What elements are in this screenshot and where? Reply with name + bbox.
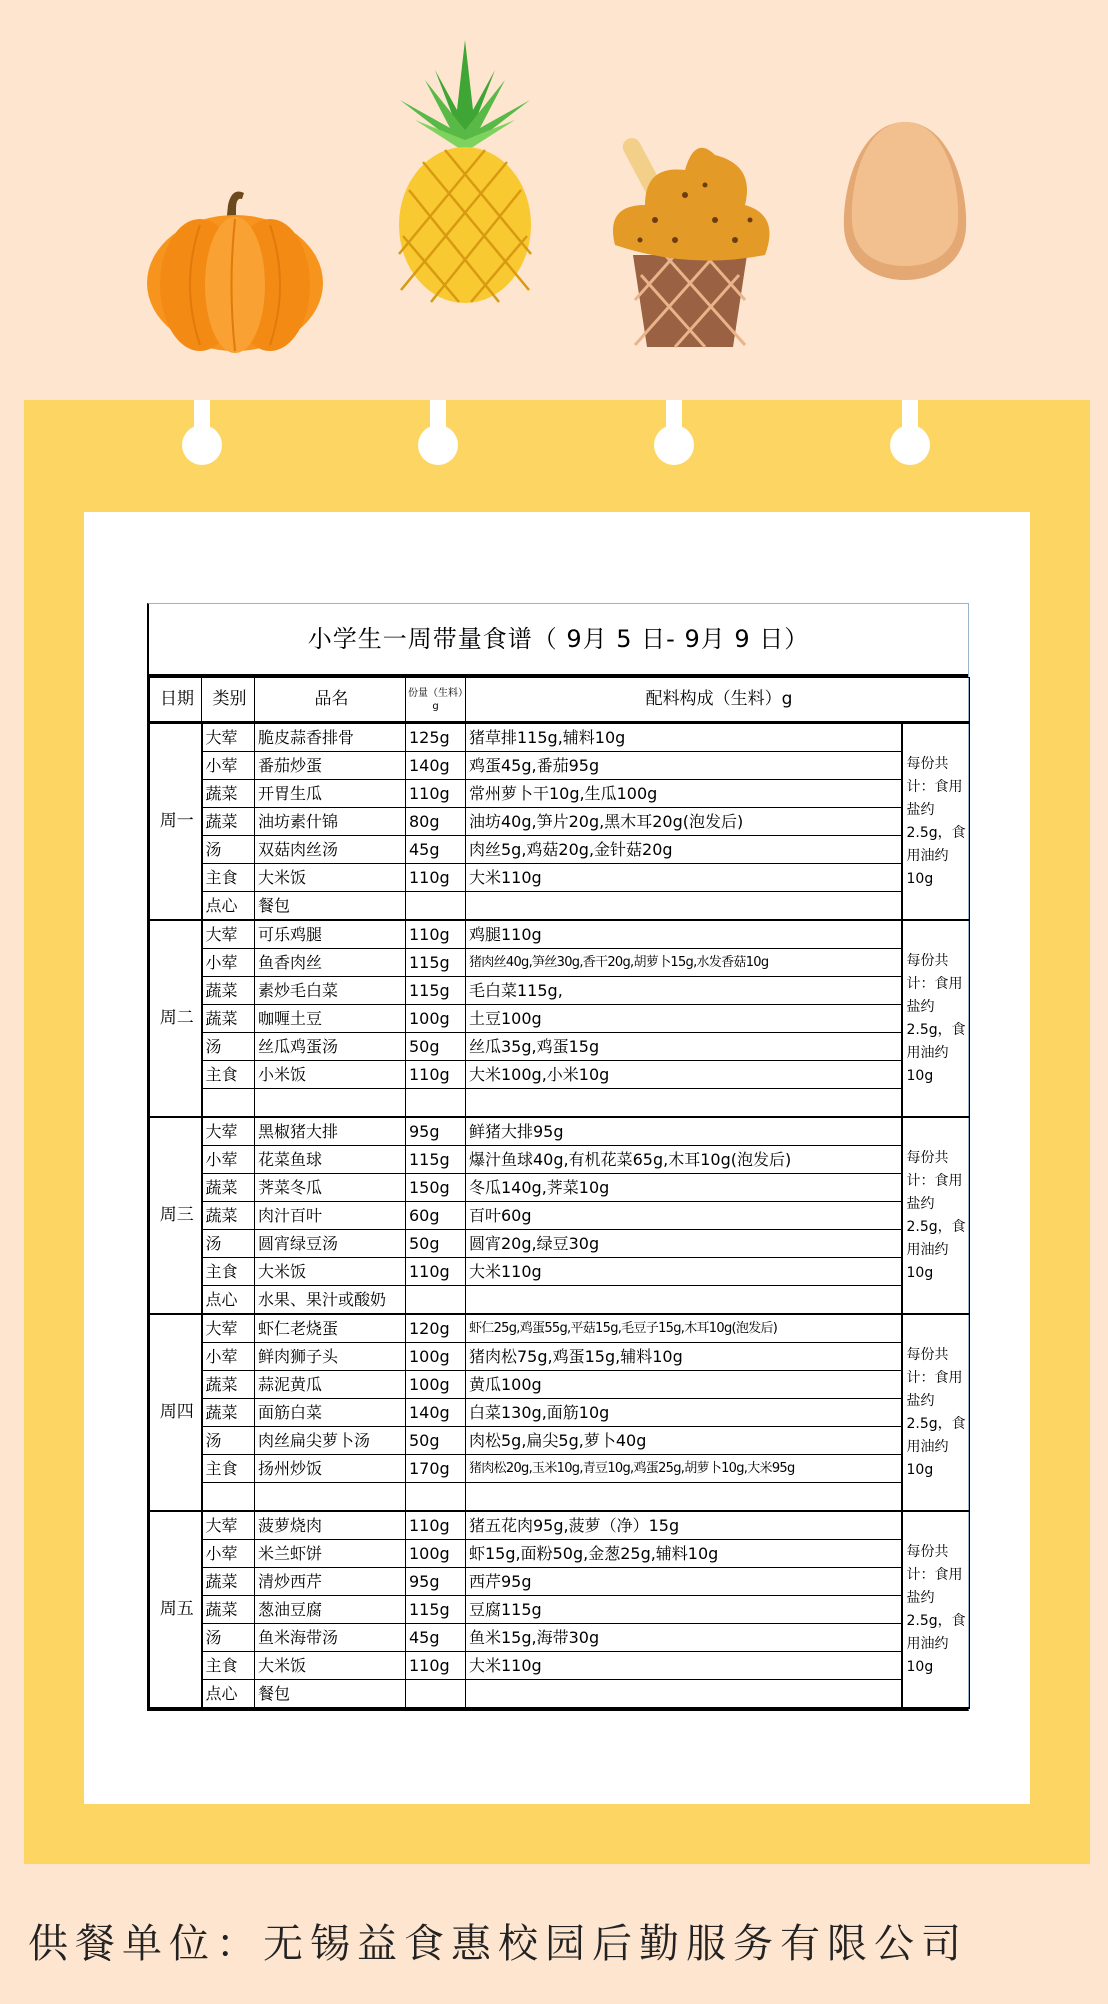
nutrition-note: 每份共计：食用盐约2.5g，食用油约10g <box>902 723 970 921</box>
quantity-cell: 110g <box>406 780 466 808</box>
quantity-cell: 50g <box>406 1427 466 1455</box>
ingredients-cell <box>466 892 902 921</box>
menu-row <box>150 1033 970 1061</box>
dish-cell: 面筋白菜 <box>255 1399 406 1427</box>
menu-title: 小学生一周带量食谱（ 9月 5 日- 9月 9 日） <box>149 604 968 677</box>
category-cell <box>202 1089 255 1118</box>
ingredients-cell: 虾15g,面粉50g,金葱25g,辅料10g <box>466 1540 902 1568</box>
dish-cell: 番茄炒蛋 <box>255 752 406 780</box>
dish-cell: 圆宵绿豆汤 <box>255 1230 406 1258</box>
menu-row <box>150 892 970 921</box>
quantity-cell: 120g <box>406 1314 466 1343</box>
quantity-cell: 110g <box>406 864 466 892</box>
quantity-cell: 110g <box>406 920 466 949</box>
header-date: 日期 <box>150 678 202 723</box>
nutrition-note: 每份共计：食用盐约2.5g，食用油约10g <box>902 1314 970 1511</box>
nutrition-note: 每份共计：食用盐约2.5g，食用油约10g <box>902 1117 970 1314</box>
quantity-cell: 125g <box>406 723 466 752</box>
ingredients-cell: 毛白菜115g, <box>466 977 902 1005</box>
quantity-cell: 140g <box>406 1399 466 1427</box>
category-cell: 蔬菜 <box>202 1596 255 1624</box>
menu-row <box>150 1680 970 1709</box>
dish-cell: 鲜肉狮子头 <box>255 1343 406 1371</box>
menu-row <box>150 1343 970 1371</box>
header-dish: 品名 <box>255 678 406 723</box>
menu-row <box>150 864 970 892</box>
dish-cell: 鱼香肉丝 <box>255 949 406 977</box>
category-cell: 蔬菜 <box>202 780 255 808</box>
ingredients-cell <box>466 1089 902 1118</box>
menu-table <box>149 677 970 1709</box>
ingredients-cell: 百叶60g <box>466 1202 902 1230</box>
dish-cell: 鱼米海带汤 <box>255 1624 406 1652</box>
menu-row <box>150 1061 970 1089</box>
category-cell: 蔬菜 <box>202 1174 255 1202</box>
menu-row <box>150 1624 970 1652</box>
quantity-cell: 150g <box>406 1174 466 1202</box>
dish-cell: 油坊素什锦 <box>255 808 406 836</box>
ingredients-cell <box>466 1483 902 1512</box>
dish-cell: 脆皮蒜香排骨 <box>255 723 406 752</box>
category-cell: 大荤 <box>202 920 255 949</box>
quantity-cell: 115g <box>406 977 466 1005</box>
menu-row <box>150 1089 970 1118</box>
dish-cell: 大米饭 <box>255 1652 406 1680</box>
ingredients-cell: 猪肉丝40g,笋丝30g,香干20g,胡萝卜15g,水发香菇10g <box>466 949 902 977</box>
ingredients-cell: 鲜猪大排95g <box>466 1117 902 1146</box>
quantity-cell: 95g <box>406 1117 466 1146</box>
day-label: 周三 <box>150 1117 202 1314</box>
quantity-cell: 80g <box>406 808 466 836</box>
category-cell: 小荤 <box>202 752 255 780</box>
quantity-cell: 110g <box>406 1061 466 1089</box>
ingredients-cell: 猪草排115g,辅料10g <box>466 723 902 752</box>
dish-cell: 菠萝烧肉 <box>255 1511 406 1540</box>
ingredients-cell: 鱼米15g,海带30g <box>466 1624 902 1652</box>
quantity-cell <box>406 1680 466 1709</box>
menu-row <box>150 1371 970 1399</box>
ingredients-cell: 肉丝5g,鸡菇20g,金针菇20g <box>466 836 902 864</box>
ingredients-cell: 虾仁25g,鸡蛋55g,平菇15g,毛豆子15g,木耳10g(泡发后) <box>466 1314 902 1343</box>
ingredients-cell: 大米110g <box>466 1652 902 1680</box>
dish-cell: 肉丝扁尖萝卜汤 <box>255 1427 406 1455</box>
dish-cell <box>255 1089 406 1118</box>
ingredients-cell: 常州萝卜干10g,生瓜100g <box>466 780 902 808</box>
menu-row <box>150 1258 970 1286</box>
ingredients-cell: 丝瓜35g,鸡蛋15g <box>466 1033 902 1061</box>
quantity-cell <box>406 1089 466 1118</box>
menu-row <box>150 1174 970 1202</box>
dish-cell: 水果、果汁或酸奶 <box>255 1286 406 1315</box>
dish-cell: 双菇肉丝汤 <box>255 836 406 864</box>
dish-cell: 素炒毛白菜 <box>255 977 406 1005</box>
quantity-cell: 50g <box>406 1033 466 1061</box>
dish-cell: 清炒西芹 <box>255 1568 406 1596</box>
quantity-cell: 60g <box>406 1202 466 1230</box>
quantity-cell: 100g <box>406 1540 466 1568</box>
category-cell: 大荤 <box>202 723 255 752</box>
calendar-ring <box>890 425 930 465</box>
quantity-cell: 100g <box>406 1371 466 1399</box>
header-row <box>150 678 970 723</box>
menu-row <box>150 836 970 864</box>
calendar-ring <box>182 425 222 465</box>
ingredients-cell: 大米110g <box>466 864 902 892</box>
dish-cell: 咖喱土豆 <box>255 1005 406 1033</box>
quantity-cell: 100g <box>406 1005 466 1033</box>
menu-row <box>150 977 970 1005</box>
ingredients-cell: 大米100g,小米10g <box>466 1061 902 1089</box>
category-cell: 汤 <box>202 836 255 864</box>
category-cell: 汤 <box>202 1230 255 1258</box>
calendar-ring <box>418 425 458 465</box>
header-quantity: 份量（生料）g <box>406 678 466 723</box>
category-cell <box>202 1483 255 1512</box>
category-cell: 汤 <box>202 1624 255 1652</box>
quantity-cell: 110g <box>406 1258 466 1286</box>
category-cell: 汤 <box>202 1427 255 1455</box>
quantity-cell: 115g <box>406 1596 466 1624</box>
ingredients-cell: 肉松5g,扁尖5g,萝卜40g <box>466 1427 902 1455</box>
pineapple-icon <box>395 40 535 305</box>
category-cell: 主食 <box>202 1652 255 1680</box>
menu-row <box>150 808 970 836</box>
dish-cell: 米兰虾饼 <box>255 1540 406 1568</box>
category-cell: 大荤 <box>202 1117 255 1146</box>
ingredients-cell: 豆腐115g <box>466 1596 902 1624</box>
category-cell: 小荤 <box>202 1540 255 1568</box>
dish-cell: 葱油豆腐 <box>255 1596 406 1624</box>
ingredients-cell: 黄瓜100g <box>466 1371 902 1399</box>
supplier-footer: 供餐单位：无锡益食惠校园后勤服务有限公司 <box>28 1921 968 1967</box>
category-cell: 主食 <box>202 1258 255 1286</box>
dish-cell: 肉汁百叶 <box>255 1202 406 1230</box>
dish-cell: 小米饭 <box>255 1061 406 1089</box>
ingredients-cell <box>466 1680 902 1709</box>
quantity-cell: 45g <box>406 836 466 864</box>
quantity-cell: 50g <box>406 1230 466 1258</box>
quantity-cell: 110g <box>406 1511 466 1540</box>
dish-cell: 开胃生瓜 <box>255 780 406 808</box>
category-cell: 点心 <box>202 1286 255 1315</box>
quantity-cell <box>406 892 466 921</box>
menu-row <box>150 723 970 752</box>
menu-row <box>150 1202 970 1230</box>
menu-row <box>150 1483 970 1512</box>
calendar-ring <box>654 425 694 465</box>
menu-row <box>150 1427 970 1455</box>
day-label: 周一 <box>150 723 202 921</box>
quantity-cell: 140g <box>406 752 466 780</box>
ingredients-cell: 冬瓜140g,荠菜10g <box>466 1174 902 1202</box>
category-cell: 蔬菜 <box>202 1568 255 1596</box>
category-cell: 大荤 <box>202 1511 255 1540</box>
category-cell: 点心 <box>202 1680 255 1709</box>
ingredients-cell: 爆汁鱼球40g,有机花菜65g,木耳10g(泡发后) <box>466 1146 902 1174</box>
quantity-cell: 110g <box>406 1652 466 1680</box>
menu-row <box>150 780 970 808</box>
quantity-cell: 115g <box>406 949 466 977</box>
category-cell: 蔬菜 <box>202 808 255 836</box>
day-label: 周二 <box>150 920 202 1117</box>
header-category: 类别 <box>202 678 255 723</box>
quantity-cell: 115g <box>406 1146 466 1174</box>
menu-row <box>150 1455 970 1483</box>
menu-row <box>150 1146 970 1174</box>
category-cell: 主食 <box>202 1455 255 1483</box>
quantity-cell: 170g <box>406 1455 466 1483</box>
dish-cell: 大米饭 <box>255 864 406 892</box>
ingredients-cell: 油坊40g,笋片20g,黑木耳20g(泡发后) <box>466 808 902 836</box>
ingredients-cell: 白菜130g,面筋10g <box>466 1399 902 1427</box>
menu-row <box>150 1596 970 1624</box>
menu-row <box>150 920 970 949</box>
quantity-cell: 95g <box>406 1568 466 1596</box>
category-cell: 大荤 <box>202 1314 255 1343</box>
ingredients-cell: 鸡蛋45g,番茄95g <box>466 752 902 780</box>
dish-cell: 大米饭 <box>255 1258 406 1286</box>
menu-row <box>150 1540 970 1568</box>
category-cell: 主食 <box>202 864 255 892</box>
dish-cell: 餐包 <box>255 892 406 921</box>
day-label: 周五 <box>150 1511 202 1708</box>
category-cell: 主食 <box>202 1061 255 1089</box>
header-ingredients: 配料构成（生料）g <box>466 678 970 723</box>
ingredients-cell: 鸡腿110g <box>466 920 902 949</box>
menu-row <box>150 752 970 780</box>
dish-cell <box>255 1483 406 1512</box>
quantity-cell <box>406 1483 466 1512</box>
ingredients-cell: 大米110g <box>466 1258 902 1286</box>
category-cell: 蔬菜 <box>202 1005 255 1033</box>
menu-row <box>150 949 970 977</box>
dish-cell: 蒜泥黄瓜 <box>255 1371 406 1399</box>
dish-cell: 黑椒猪大排 <box>255 1117 406 1146</box>
quantity-cell <box>406 1286 466 1315</box>
weekly-menu <box>147 603 969 1711</box>
menu-row <box>150 1230 970 1258</box>
day-label: 周四 <box>150 1314 202 1511</box>
ingredients-cell: 西芹95g <box>466 1568 902 1596</box>
dish-cell: 可乐鸡腿 <box>255 920 406 949</box>
menu-row <box>150 1568 970 1596</box>
menu-row <box>150 1286 970 1315</box>
dish-cell: 虾仁老烧蛋 <box>255 1314 406 1343</box>
category-cell: 汤 <box>202 1033 255 1061</box>
category-cell: 小荤 <box>202 1343 255 1371</box>
quantity-cell: 45g <box>406 1624 466 1652</box>
menu-row <box>150 1005 970 1033</box>
category-cell: 蔬菜 <box>202 1202 255 1230</box>
category-cell: 蔬菜 <box>202 1399 255 1427</box>
menu-row <box>150 1511 970 1540</box>
menu-row <box>150 1117 970 1146</box>
ingredients-cell: 圆宵20g,绿豆30g <box>466 1230 902 1258</box>
category-cell: 蔬菜 <box>202 1371 255 1399</box>
menu-row <box>150 1399 970 1427</box>
category-cell: 小荤 <box>202 949 255 977</box>
dish-cell: 丝瓜鸡蛋汤 <box>255 1033 406 1061</box>
category-cell: 小荤 <box>202 1146 255 1174</box>
ingredients-cell: 土豆100g <box>466 1005 902 1033</box>
menu-row <box>150 1652 970 1680</box>
dish-cell: 扬州炒饭 <box>255 1455 406 1483</box>
nutrition-note: 每份共计：食用盐约2.5g，食用油约10g <box>902 1511 970 1708</box>
pumpkin-icon <box>140 185 330 355</box>
category-cell: 蔬菜 <box>202 977 255 1005</box>
dish-cell: 花菜鱼球 <box>255 1146 406 1174</box>
ingredients-cell: 猪肉松20g,玉米10g,青豆10g,鸡蛋25g,胡萝卜10g,大米95g <box>466 1455 902 1483</box>
quantity-cell: 100g <box>406 1343 466 1371</box>
ingredients-cell <box>466 1286 902 1315</box>
nutrition-note: 每份共计：食用盐约2.5g，食用油约10g <box>902 920 970 1117</box>
ice-cream-icon <box>605 125 775 350</box>
dish-cell: 餐包 <box>255 1680 406 1709</box>
ingredients-cell: 猪五花肉95g,菠萝（净）15g <box>466 1511 902 1540</box>
dish-cell: 荠菜冬瓜 <box>255 1174 406 1202</box>
egg-icon <box>840 118 970 283</box>
ingredients-cell: 猪肉松75g,鸡蛋15g,辅料10g <box>466 1343 902 1371</box>
category-cell: 点心 <box>202 892 255 921</box>
menu-row <box>150 1314 970 1343</box>
